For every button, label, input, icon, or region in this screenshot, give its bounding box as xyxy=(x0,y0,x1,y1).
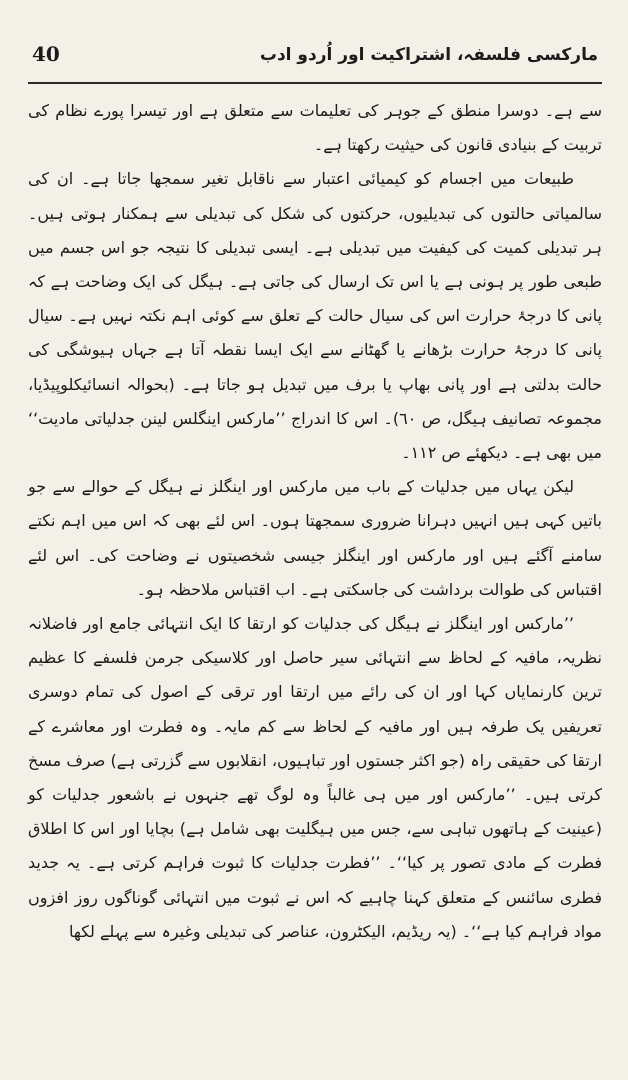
paragraph-continuation: سے ہے۔ دوسرا منطق کے جوہر کی تعلیمات سے متعلق ہے اور تیسرا پورے نظام کی تربیت کے بنیادی قانون کی حیثیت رکھتا ہے۔ xyxy=(28,101,602,155)
page-header xyxy=(28,38,602,84)
page-number: 40 xyxy=(32,42,60,66)
paragraph-physics: طبیعات میں اجسام کو کیمیائی اعتبار سے ناقابل تغیر سمجھا جاتا ہے۔ ان کی سالمیاتی حالتوں کی تبدیلیوں، حرکتوں کی شکل کی تبدیلی سے ہمکنار ہوتی ہیں۔ ہر تبدیلی کمیت کی کیفیت میں تبدیلی ہے۔ ایسی تبدیلی کا نتیجہ جو اس جسم میں طبعی طور پر ہونی ہے یا اس تک ارسال کی جاتی ہے۔ ہیگل کی ایک وضاحت ہے کہ پانی کا درجۂ حرارت اس کی سیال حالت کے تعلق سے کوئی اہم نکتہ نہیں ہے۔ سیال پانی کا درجۂ حرارت بڑھانے یا گھٹانے سے ایک ایسا نقطہ آتا ہے جہاں ہیوشگی کی حالت بدلتی ہے اور پانی بھاپ یا برف میں تبدیل ہو جاتا ہے۔ (بحوالہ انسائیکلوپیڈیا، مجموعہ تصانیف ہیگل، ص ٦٠)۔ اس کا اندراج ’’مارکس اینگلس لینن جدلیاتی مادیت‘‘ میں بھی ہے۔ دیکھئے ص ١١٢۔ xyxy=(28,169,603,463)
paragraph-quotation: ’’مارکس اور اینگلز نے ہیگل کی جدلیات کو ارتقا کا ایک انتہائی جامع اور فاضلانہ نظریہ، مافیہ کے لحاظ سے انتہائی سیر حاصل اور کلاسیکی جرمن فلسفے کا عظیم ترین کارنمایاں کہا اور ان کی رائے میں ارتقا اور ترقی کے اصول کی تمام دوسری تعریفیں یک طرفہ ہیں اور مافیہ کے لحاظ سے کم مایہ۔ وہ فطرت اور معاشرے کے ارتقا کی حقیقی راہ (جو اکثر جستوں اور تباہیوں، انقلابوں سے گزرتی ہے) صرف مسخ کرتی ہیں۔ ’’مارکس اور میں ہی غالباً وہ لوگ تھے جنہوں نے باشعور جدلیات کو (عینیت کے ہاتھوں تباہی سے، جس میں ہیگلیت بھی شامل ہے) بچایا اور اس کا اطلاق فطرت کے مادی تصور پر کیا‘‘۔ ’’فطرت جدلیات کا ثبوت فراہم کرتی ہے۔ یہ جدید فطری سائنس کے متعلق کہنا چاہیے کہ اس نے ثبوت میں انتہائی گوناگوں روز افزوں مواد فراہم کیا ہے‘‘۔ (یہ ریڈیم، الیکٹرون، عناصر کی تبدیلی وغیرہ سے پہلے لکھا xyxy=(28,614,602,941)
body-text xyxy=(28,94,602,949)
paragraph-dialectics-intro: لیکن یہاں میں جدلیات کے باب میں مارکس اور اینگلز نے ہیگل کے حوالے سے جو باتیں کہی ہیں انہیں دہرانا ضروری سمجھتا ہوں۔ اس لئے بھی کہ اس میں اہم نکتے سامنے آگئے ہیں اور مارکس اور اینگلز جیسی شخصیتوں نے وضاحت کی۔ اس لئے اقتباس کی طوالت برداشت کی جاسکتی ہے۔ اب اقتباس ملاحظہ ہو۔ xyxy=(28,477,602,599)
running-title: مارکسی فلسفہ، اشتراکیت اور اُردو ادب xyxy=(259,45,598,65)
